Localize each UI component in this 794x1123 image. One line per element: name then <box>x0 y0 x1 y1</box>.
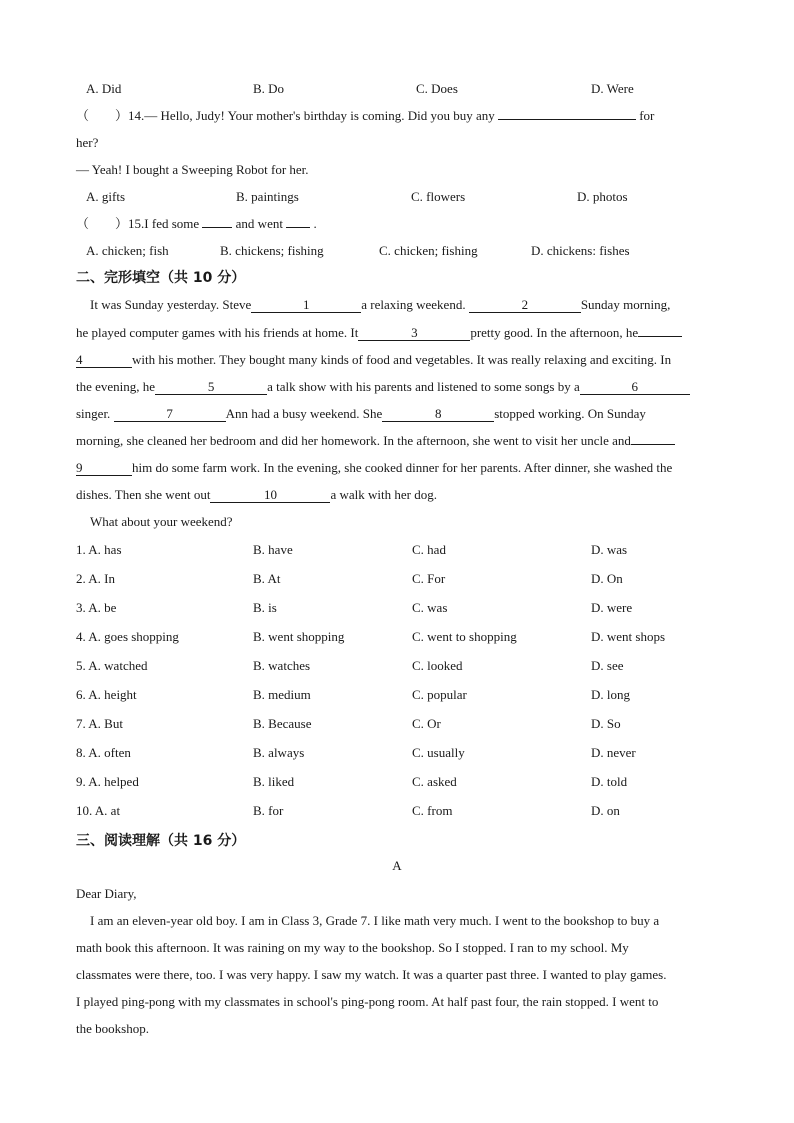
cloze-q1-option-d: D. was <box>591 542 628 557</box>
q15-option-b: B. chickens; fishing <box>220 243 324 258</box>
q14-stem-end: for <box>639 108 655 123</box>
cloze-q2-option-d: D. On <box>591 571 623 586</box>
cloze-text: Ann had a busy weekend. She <box>225 406 383 421</box>
cloze-blank-1[interactable]: 1 <box>251 297 361 313</box>
cloze-q4-option-d: D. went shops <box>591 629 666 644</box>
cloze-line-8 <box>76 486 437 504</box>
cloze-q5-option-a: 5. A. watched <box>76 658 148 673</box>
q14-reply: — Yeah! I bought a Sweeping Robot for her. <box>76 162 309 177</box>
q15-stem-c: . <box>313 216 317 231</box>
cloze-line-1 <box>90 296 670 314</box>
q15-stem-b: and went <box>235 216 283 231</box>
cloze-q8-option-b: B. always <box>253 745 305 760</box>
cloze-line-5 <box>76 405 646 423</box>
cloze-blank-4-start[interactable] <box>638 336 682 337</box>
cloze-q3-option-b: B. is <box>253 600 277 615</box>
cloze-q6-option-d: D. long <box>591 687 630 702</box>
cloze-text: dishes. Then she went out <box>76 487 211 502</box>
q15-paren-close: ） <box>115 216 129 231</box>
cloze-blank-4[interactable]: 4 <box>76 352 132 368</box>
cloze-blank-9[interactable]: 9 <box>76 460 132 476</box>
section-2-title: 二、完形填空（共 10 分） <box>76 270 246 286</box>
cloze-text: the evening, he <box>76 379 156 394</box>
cloze-q2-option-a: 2. A. In <box>76 571 115 586</box>
q14-option-d: D. photos <box>577 189 628 204</box>
cloze-q4-option-b: B. went shopping <box>253 629 345 644</box>
q15-option-c: C. chicken; fishing <box>379 243 478 258</box>
q14-option-c: C. flowers <box>411 189 466 204</box>
cloze-text: It was Sunday yesterday. Steve <box>90 297 252 312</box>
cloze-q9-option-a: 9. A. helped <box>76 774 139 789</box>
cloze-q1-option-a: 1. A. has <box>76 542 122 557</box>
cloze-q4-option-c: C. went to shopping <box>412 629 517 644</box>
q14-option-a: A. gifts <box>86 189 125 204</box>
cloze-q7-option-c: C. Or <box>412 716 441 731</box>
cloze-text: a walk with her dog. <box>330 487 437 502</box>
cloze-text: a relaxing weekend. <box>361 297 466 312</box>
passage-label: A <box>392 858 402 873</box>
q13-option-b: B. Do <box>253 81 285 96</box>
q15-stem-a: 15.I fed some <box>128 216 200 231</box>
cloze-line-9: What about your weekend? <box>90 514 233 529</box>
q15-stem <box>76 215 317 233</box>
cloze-q1-option-c: C. had <box>412 542 446 557</box>
cloze-q9-option-c: C. asked <box>412 774 457 789</box>
cloze-q2-option-c: C. For <box>412 571 446 586</box>
cloze-line-3 <box>76 351 671 369</box>
q15-blank-1[interactable] <box>202 227 232 228</box>
cloze-q6-option-b: B. medium <box>253 687 311 702</box>
section-3-title: 三、阅读理解（共 16 分） <box>76 833 246 849</box>
cloze-line-4 <box>76 378 690 396</box>
q13-option-a: A. Did <box>86 81 122 96</box>
cloze-line-6 <box>76 432 675 450</box>
cloze-q6-option-c: C. popular <box>412 687 467 702</box>
q15-blank-2[interactable] <box>286 227 310 228</box>
q14-paren-close: ） <box>115 108 129 123</box>
q14-option-b: B. paintings <box>236 189 299 204</box>
cloze-q2-option-b: B. At <box>253 571 281 586</box>
cloze-q10-option-c: C. from <box>412 803 453 818</box>
cloze-q3-option-a: 3. A. be <box>76 600 117 615</box>
cloze-blank-10[interactable]: 10 <box>210 487 330 503</box>
cloze-q10-option-a: 10. A. at <box>76 803 121 818</box>
cloze-q10-option-b: B. for <box>253 803 284 818</box>
cloze-q4-option-a: 4. A. goes shopping <box>76 629 179 644</box>
diary-line-3: classmates were there, too. I was very happy. I saw my watch. It was a quarter past three. I wanted to play games. <box>76 967 667 982</box>
cloze-q8-option-c: C. usually <box>412 745 465 760</box>
cloze-q9-option-b: B. liked <box>253 774 295 789</box>
cloze-q6-option-a: 6. A. height <box>76 687 137 702</box>
cloze-text: with his mother. They bought many kinds of food and vegetables. It was really relaxing and exciting. In <box>132 352 672 367</box>
cloze-q8-option-d: D. never <box>591 745 636 760</box>
diary-line-1: I am an eleven-year old boy. I am in Class 3, Grade 7. I like math very much. I went to the bookshop to buy a <box>90 913 660 928</box>
cloze-q7-option-b: B. Because <box>253 716 312 731</box>
cloze-q10-option-d: D. on <box>591 803 620 818</box>
q14-stem <box>76 107 654 125</box>
cloze-q7-option-d: D. So <box>591 716 621 731</box>
cloze-q5-option-d: D. see <box>591 658 624 673</box>
cloze-text: pretty good. In the afternoon, he <box>470 325 639 340</box>
diary-greeting: Dear Diary, <box>76 886 137 901</box>
q14-stem-cont: her? <box>76 135 99 150</box>
q13-option-d: D. Were <box>591 81 634 96</box>
q14-paren-open: （ <box>76 108 90 123</box>
diary-line-5: the bookshop. <box>76 1021 149 1036</box>
cloze-q5-option-c: C. looked <box>412 658 463 673</box>
diary-line-2: math book this afternoon. It was raining on my way to the bookshop. So I stopped. I ran to my school. My <box>76 940 629 955</box>
cloze-blank-8[interactable]: 8 <box>382 406 494 422</box>
cloze-text: he played computer games with his friends at home. It <box>76 325 359 340</box>
q14-answer-blank[interactable] <box>498 119 636 120</box>
cloze-q9-option-d: D. told <box>591 774 628 789</box>
cloze-blank-2[interactable]: 2 <box>469 297 581 313</box>
cloze-text: a talk show with his parents and listened to some songs by a <box>267 379 580 394</box>
q14-stem-text: 14.— Hello, Judy! Your mother's birthday is coming. Did you buy any <box>128 108 495 123</box>
cloze-q3-option-c: C. was <box>412 600 448 615</box>
q15-option-d: D. chickens: fishes <box>531 243 630 258</box>
cloze-q8-option-a: 8. A. often <box>76 745 131 760</box>
q15-paren-open: （ <box>76 216 90 231</box>
q15-option-a: A. chicken; fish <box>86 243 169 258</box>
cloze-text: him do some farm work. In the evening, she cooked dinner for her parents. After dinner, she washed the <box>132 460 673 475</box>
cloze-blank-5[interactable]: 5 <box>155 379 267 395</box>
cloze-blank-7[interactable]: 7 <box>114 406 226 422</box>
cloze-q3-option-d: D. were <box>591 600 633 615</box>
diary-line-4: I played ping-pong with my classmates in school's ping-pong room. At half past four, the rain stopped. I went to <box>76 994 659 1009</box>
q13-option-c: C. Does <box>416 81 458 96</box>
cloze-blank-3[interactable]: 3 <box>358 325 470 341</box>
cloze-text: morning, she cleaned her bedroom and did her homework. In the afternoon, she went to visit her uncle and <box>76 433 631 448</box>
cloze-text: stopped working. On Sunday <box>494 406 646 421</box>
cloze-q7-option-a: 7. A. But <box>76 716 123 731</box>
cloze-blank-6[interactable]: 6 <box>580 379 690 395</box>
cloze-text: singer. <box>76 406 111 421</box>
cloze-blank-9-start[interactable] <box>631 444 675 445</box>
cloze-line-2 <box>76 324 682 342</box>
cloze-line-7 <box>76 459 672 477</box>
cloze-q1-option-b: B. have <box>253 542 293 557</box>
cloze-q5-option-b: B. watches <box>253 658 311 673</box>
cloze-text: Sunday morning, <box>580 297 671 312</box>
